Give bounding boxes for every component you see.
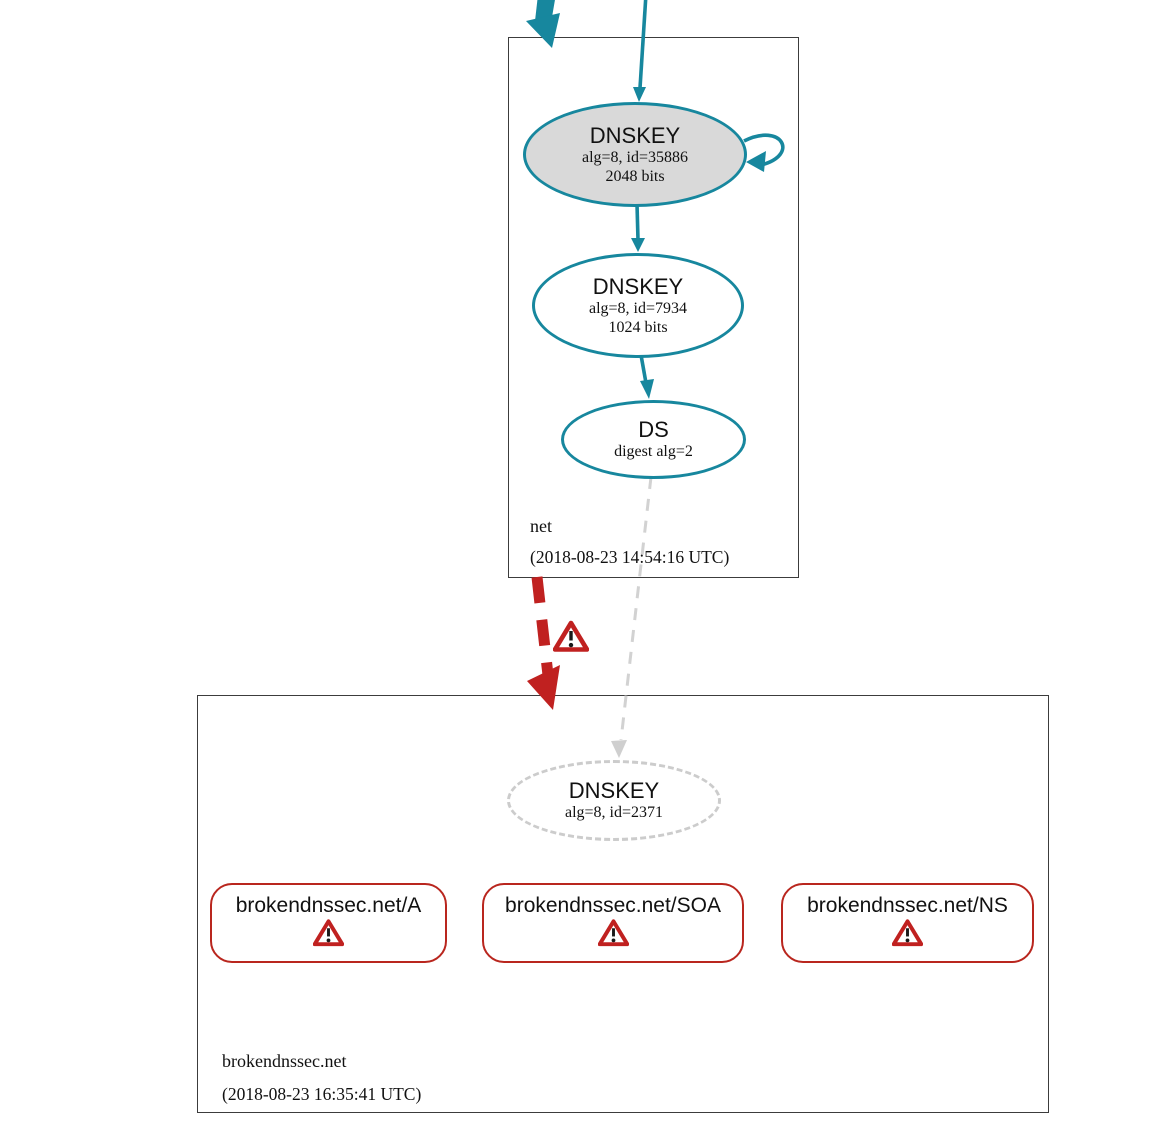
zsk-to-ds-arrow [640,355,654,399]
zone-name-brokendnssec-net: brokendnssec.net [222,1051,347,1071]
ksk-to-zsk-arrow [631,204,645,252]
warning-triangle-icon [553,620,589,658]
rrset-label: brokendnssec.net/A [235,894,422,917]
node-alg-id: alg=8, id=2371 [564,804,664,821]
node-title: DNSKEY [589,122,681,148]
rrset-label: brokendnssec.net/NS [807,894,1008,917]
zone-timestamp-brokendnssec-net: (2018-08-23 16:35:41 UTC) [222,1084,422,1104]
zone-name-net: net [530,516,552,536]
rrset-node-ns[interactable] [781,883,1034,963]
broken-dnskey-node[interactable] [507,760,721,841]
node-title: DS [638,417,669,442]
warning-triangle-icon [598,919,629,947]
rrset-label: brokendnssec.net/SOA [505,894,721,917]
ksk-self-sign-loop-arrow [744,135,783,172]
node-alg-id: alg=8, id=7934 [588,299,688,317]
zone-timestamp-net: (2018-08-23 14:54:16 UTC) [530,547,730,567]
ds-to-child-dnskey-dashed-arrow [611,477,651,758]
rrset-node-soa[interactable] [482,883,744,963]
warning-triangle-icon [313,919,344,947]
net-zsk-dnskey-node[interactable] [532,253,744,358]
incoming-delegation-arrow [526,0,560,48]
node-bits: 2048 bits [605,167,665,185]
node-digest-alg: digest alg=2 [614,443,693,460]
node-bits: 1024 bits [608,318,668,336]
net-ds-node[interactable] [561,400,746,479]
node-title: DNSKEY [592,273,684,299]
warning-triangle-icon [892,919,923,947]
rrset-node-a[interactable] [210,883,447,963]
node-title: DNSKEY [568,778,660,803]
net-ksk-dnskey-node[interactable] [523,102,747,207]
incoming-dnskey-arrow [633,0,646,102]
node-alg-id: alg=8, id=35886 [581,148,689,166]
